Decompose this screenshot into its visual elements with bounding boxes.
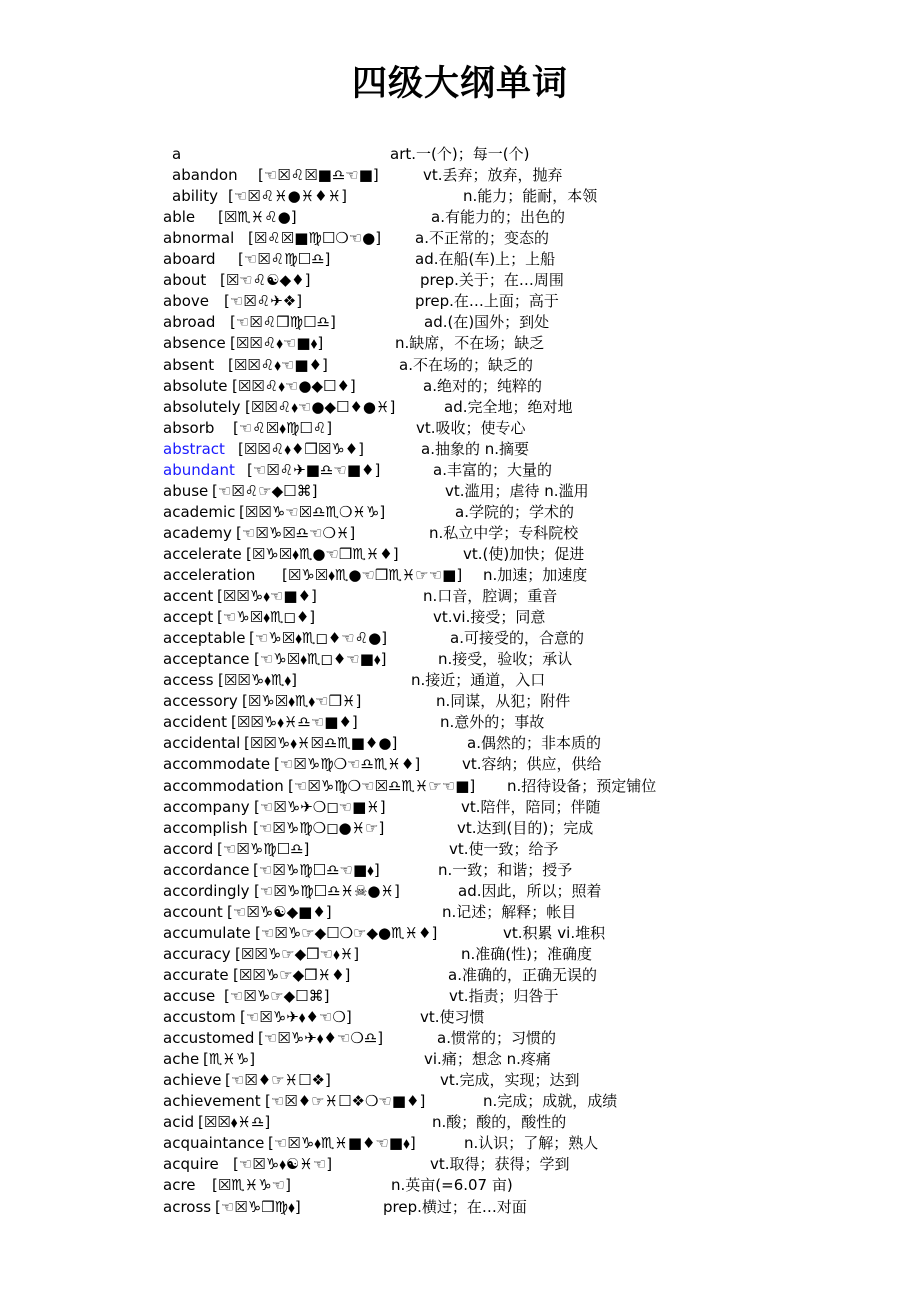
entry-pronunciation: [☜☒♦☞♓☐❖] <box>225 1071 331 1090</box>
entry-pronunciation: [☒☒♑☞◆❒☜⬧♓] <box>235 944 360 963</box>
entry-pronunciation: [☒♑☒⬧♏●☜❒♏♓♦] <box>246 544 399 563</box>
entry-word: acceptable <box>163 629 246 648</box>
entry-pronunciation: [☒☒♑⬧♓♎☜■♦] <box>231 713 358 732</box>
entry-definition: n.同谋，从犯；附件 <box>436 692 571 711</box>
entry-pronunciation: [☜☒♑⬧♏♓■♦☜■⬧] <box>268 1134 416 1153</box>
entry-definition: a.偶然的；非本质的 <box>467 734 601 753</box>
entry-word: accident <box>163 713 227 732</box>
entry-word: academy <box>163 523 232 542</box>
entry-word: accordingly <box>163 881 250 900</box>
entry-word: aboard <box>163 250 216 269</box>
word-entry <box>0 965 920 985</box>
word-entry <box>0 523 920 543</box>
entry-pronunciation: [☜♑☒⬧♏◻♦☜♌●] <box>249 629 388 648</box>
entry-word: accidental <box>163 734 241 753</box>
entry-pronunciation: [☒☒♌⬧☜●◆☐♦] <box>232 376 356 395</box>
entry-word: achievement <box>163 1092 261 1111</box>
entry-word: achieve <box>163 1071 222 1090</box>
entry-word: account <box>163 902 223 921</box>
entry-pronunciation: [☜☒♑♍❍☜☒♎♏♓☞☜■] <box>288 776 476 795</box>
word-entry <box>0 818 920 838</box>
entry-pronunciation: [☒☒♌⬧♦❒☒♑♦] <box>238 439 365 458</box>
entry-pronunciation: [☜☒♑❒♍⬧] <box>215 1197 301 1216</box>
entry-pronunciation: [☜☒♑✈❍◻☜■♓] <box>254 797 386 816</box>
entry-word: a <box>172 145 182 163</box>
entry-pronunciation: [☒♏♓♌●] <box>218 208 297 227</box>
document-title: 四级大纲单词 <box>351 64 568 104</box>
word-entry <box>0 249 920 269</box>
entry-word: ache <box>163 1050 200 1069</box>
entry-definition: n.意外的；事故 <box>440 713 545 732</box>
entry-definition: n.酸；酸的，酸性的 <box>432 1113 567 1132</box>
entry-pronunciation: [☒♏♓♑☜] <box>212 1176 291 1195</box>
entry-word: across <box>163 1197 212 1216</box>
entry-definition: a.抽象的 n.摘要 <box>421 439 530 458</box>
entry-pronunciation: [☜☒♑☒♎☜❍♓] <box>236 523 356 542</box>
entry-pronunciation: [☜☒♌☒■♎☜■] <box>258 166 379 185</box>
entry-pronunciation: [☜☒♌♓●♓♦♓] <box>228 187 347 206</box>
entry-word: accord <box>163 839 214 858</box>
entry-word: accommodation <box>163 776 284 795</box>
entry-word: ability <box>172 187 218 206</box>
entry-pronunciation: [☜☒♑♍❍☜♎♏♓♦] <box>274 755 421 774</box>
entry-word: acid <box>163 1113 195 1132</box>
entry-word: absolutely <box>163 397 241 416</box>
entry-definition: n.完成；成就，成绩 <box>483 1092 618 1111</box>
entry-pronunciation: [☜☒♌♍☐♎] <box>238 250 331 269</box>
entry-word: accept <box>163 608 214 627</box>
entry-word: abundant <box>163 460 235 479</box>
entry-pronunciation: [☒☒⬧♓♎] <box>198 1113 271 1132</box>
word-entry <box>0 228 920 248</box>
entry-word: absence <box>163 334 226 353</box>
entry-pronunciation: [☜☒♑✈⬧♦☜❍♎] <box>258 1029 384 1048</box>
entry-definition: a.惯常的；习惯的 <box>437 1029 556 1048</box>
entry-word: accuracy <box>163 944 231 963</box>
entry-pronunciation: [☜♑☒⬧♏◻♦☜■⬧] <box>254 650 387 669</box>
word-entry <box>0 1112 920 1132</box>
word-entry <box>0 881 920 901</box>
entry-definition: a.可接受的，合意的 <box>450 629 584 648</box>
word-entry <box>0 312 920 332</box>
word-entry <box>0 397 920 417</box>
word-entry <box>0 712 920 732</box>
entry-definition: a.准确的，正确无误的 <box>448 965 597 984</box>
word-entry <box>0 628 920 648</box>
word-entry <box>0 1007 920 1027</box>
entry-word: accurate <box>163 965 229 984</box>
entry-definition: ad.完全地；绝对地 <box>444 397 573 416</box>
entry-definition: n.接受，验收；承认 <box>438 650 573 669</box>
word-entry <box>0 481 920 501</box>
entry-definition: vt.积累 vi.堆积 <box>503 923 606 942</box>
entry-word: acceptance <box>163 650 250 669</box>
word-entry <box>0 544 920 564</box>
entry-pronunciation: [☜♌☒⬧♍☐♌] <box>233 418 333 437</box>
word-entry <box>0 439 920 459</box>
word-entry <box>0 1133 920 1153</box>
entry-definition: n.英亩(=6.07 亩) <box>391 1176 513 1195</box>
word-entry <box>0 1028 920 1048</box>
word-entry <box>0 923 920 943</box>
entry-definition: a.不在场的；缺乏的 <box>399 355 533 374</box>
entry-definition: vt.丢弃；放弃，抛弃 <box>423 166 563 185</box>
entry-definition: n.招待设备；预定铺位 <box>507 776 657 795</box>
entry-word: accommodate <box>163 755 271 774</box>
entry-word: accent <box>163 587 214 606</box>
entry-word: accordance <box>163 860 250 879</box>
entry-definition: a.有能力的；出色的 <box>431 208 565 227</box>
entry-word: abandon <box>172 166 238 185</box>
word-entry <box>0 165 920 185</box>
word-entry <box>0 1091 920 1111</box>
word-entry <box>0 291 920 311</box>
entry-pronunciation: [☜☒♑☯◆■♦] <box>227 902 332 921</box>
entry-pronunciation: [☒☒♑⬧☜■♦] <box>217 587 317 606</box>
entry-definition: vt.达到(目的)；完成 <box>457 818 594 837</box>
entry-pronunciation: [☜☒♑♍☐♎♓☠●♓] <box>254 881 400 900</box>
entry-word: accelerate <box>163 544 242 563</box>
word-entry <box>0 333 920 353</box>
entry-definition: n.记述；解释；帐目 <box>442 902 577 921</box>
word-entry <box>0 418 920 438</box>
entry-definition: n.私立中学；专科院校 <box>429 523 579 542</box>
word-entry <box>0 186 920 206</box>
entry-word: absent <box>163 355 215 374</box>
word-entry <box>0 355 920 375</box>
entry-definition: vt.滥用；虐待 n.滥用 <box>445 481 589 500</box>
entry-definition: prep.关于；在…周围 <box>420 271 564 290</box>
entry-definition: vt.容纳；供应，供给 <box>462 755 602 774</box>
entry-word: accuse <box>163 987 216 1005</box>
entry-pronunciation: [♏♓♑] <box>203 1050 256 1069</box>
entry-definition: art.一(个)；每一(个) <box>390 145 530 163</box>
entry-word: accustom <box>163 1008 236 1027</box>
entry-pronunciation: [☜☒♌❒♍☐♎] <box>230 313 336 332</box>
word-entry <box>0 670 920 690</box>
entry-pronunciation: [☜☒♌✈■♎☜■♦] <box>247 460 381 479</box>
entry-pronunciation: [☜♑☒⬧♏◻♦] <box>217 608 316 627</box>
entry-pronunciation: [☒☜♌☯◆♦] <box>220 271 311 290</box>
entry-definition: prep.横过；在…对面 <box>383 1197 527 1216</box>
entry-definition: vt.使一致；给予 <box>449 839 559 858</box>
entry-definition: n.接近；通道，入口 <box>411 671 546 690</box>
entry-definition: vt.完成，实现；达到 <box>440 1071 580 1090</box>
entry-definition: n.准确(性)；准确度 <box>461 944 592 963</box>
entry-word: acre <box>163 1176 196 1195</box>
entry-definition: n.一致；和谐；授予 <box>438 860 573 879</box>
entry-pronunciation: [☒☒♌⬧☜■♦] <box>228 355 328 374</box>
entry-definition: vi.痛；想念 n.疼痛 <box>424 1050 551 1069</box>
entry-word: acceleration <box>163 566 256 584</box>
word-entry <box>0 460 920 480</box>
entry-definition: n.缺席，不在场；缺乏 <box>395 334 545 353</box>
entry-definition: prep.在…上面；高于 <box>415 292 559 311</box>
word-entry <box>0 1070 920 1090</box>
entry-definition: a.不正常的；变态的 <box>415 229 549 248</box>
entry-pronunciation: [☜☒♑☞◆☐❍☞◆●♏♓♦] <box>255 923 438 942</box>
entry-word: abstract <box>163 439 225 458</box>
entry-pronunciation: [☒☒♑☜☒♎♏❍♓♑] <box>239 502 386 521</box>
word-entry <box>0 1154 920 1174</box>
word-entry <box>0 902 920 922</box>
entry-word: acquaintance <box>163 1134 265 1153</box>
entry-word: accomplish <box>163 818 248 837</box>
entry-definition: n.认识；了解；熟人 <box>464 1134 599 1153</box>
word-entry <box>0 839 920 859</box>
word-entry <box>0 1175 920 1195</box>
word-entry <box>0 144 920 164</box>
entry-definition: vt.陪伴，陪同；伴随 <box>461 797 601 816</box>
word-entry <box>0 270 920 290</box>
entry-definition: a.丰富的；大量的 <box>433 460 552 479</box>
word-entry <box>0 986 920 1006</box>
entry-word: above <box>163 292 209 311</box>
word-entry <box>0 376 920 396</box>
entry-definition: n.口音，腔调；重音 <box>423 587 558 606</box>
entry-pronunciation: [☒♌☒■♍☐❍☜●] <box>248 229 382 248</box>
entry-word: academic <box>163 502 236 521</box>
word-entry <box>0 649 920 669</box>
entry-word: abnormal <box>163 229 235 248</box>
entry-pronunciation: [☒☒♑☞◆❒♓♦] <box>233 965 351 984</box>
entry-definition: a.绝对的；纯粹的 <box>423 376 542 395</box>
entry-pronunciation: [☜☒♌✈❖] <box>224 292 303 311</box>
entry-word: absolute <box>163 376 228 395</box>
word-entry <box>0 586 920 606</box>
entry-pronunciation: [☒☒♌⬧☜■⬧] <box>230 334 324 353</box>
entry-definition: vt.使习惯 <box>420 1008 485 1027</box>
entry-definition: vt.指责；归咎于 <box>449 987 559 1005</box>
word-entry <box>0 797 920 817</box>
entry-pronunciation: [☜☒♌☞◆☐⌘] <box>212 481 318 500</box>
entry-word: accustomed <box>163 1029 255 1048</box>
entry-definition: ad.因此，所以；照着 <box>458 881 602 900</box>
entry-definition: ad.(在)国外；到处 <box>424 313 550 332</box>
word-entry <box>0 860 920 880</box>
entry-word: absorb <box>163 418 215 437</box>
entry-definition: vt.取得；获得；学到 <box>430 1155 570 1174</box>
word-entry <box>0 754 920 774</box>
entry-pronunciation: [☜☒♑♍❍◻●♓☞] <box>253 818 385 837</box>
entry-word: access <box>163 671 214 690</box>
word-entry <box>0 776 920 796</box>
entry-pronunciation: [☜☒♑♍☐♎☜■⬧] <box>253 860 380 879</box>
entry-pronunciation: [☜☒♑♍☐♎] <box>217 839 310 858</box>
entry-word: able <box>163 208 196 227</box>
entry-definition: n.加速；加速度 <box>483 566 588 584</box>
entry-pronunciation: [☒♑☒⬧♏●☜❒♏♓☞☜■] <box>282 566 463 584</box>
word-entry <box>0 1049 920 1069</box>
word-entry <box>0 691 920 711</box>
entry-word: about <box>163 271 207 290</box>
entry-word: abroad <box>163 313 216 332</box>
entry-definition: vt.vi.接受；同意 <box>433 608 546 627</box>
entry-definition: vt.(使)加快；促进 <box>463 544 585 563</box>
entry-pronunciation: [☜☒♑✈⬧♦☜❍] <box>240 1008 352 1027</box>
word-entry <box>0 565 920 585</box>
word-entry <box>0 502 920 522</box>
entry-word: accumulate <box>163 923 251 942</box>
entry-word: acquire <box>163 1155 219 1174</box>
entry-definition: a.学院的；学术的 <box>455 502 574 521</box>
entry-pronunciation: [☒♑☒⬧♏⬧☜❒♓] <box>242 692 362 711</box>
entry-word: abuse <box>163 481 209 500</box>
entry-definition: ad.在船(车)上；上船 <box>415 250 556 269</box>
entry-pronunciation: [☒☒♑⬧♏⬧] <box>218 671 297 690</box>
word-entry <box>0 607 920 627</box>
entry-definition: n.能力；能耐，本领 <box>463 187 598 206</box>
entry-pronunciation: [☒☒♌⬧☜●◆☐♦●♓] <box>245 397 396 416</box>
word-entry <box>0 944 920 964</box>
entry-definition: vt.吸收；使专心 <box>416 418 526 437</box>
entry-pronunciation: [☜☒♑⬧☯♓☜] <box>233 1155 333 1174</box>
entry-word: accessory <box>163 692 238 711</box>
word-entry <box>0 207 920 227</box>
entry-word: accompany <box>163 797 250 816</box>
entry-pronunciation: [☜☒♦☞♓☐❖❍☜■♦] <box>265 1092 426 1111</box>
entry-pronunciation: [☒☒♑⬧♓☒♎♏■♦●] <box>244 734 398 753</box>
word-entry <box>0 1197 920 1217</box>
entry-pronunciation: [☜☒♑☞◆☐⌘] <box>224 987 330 1005</box>
word-entry <box>0 733 920 753</box>
